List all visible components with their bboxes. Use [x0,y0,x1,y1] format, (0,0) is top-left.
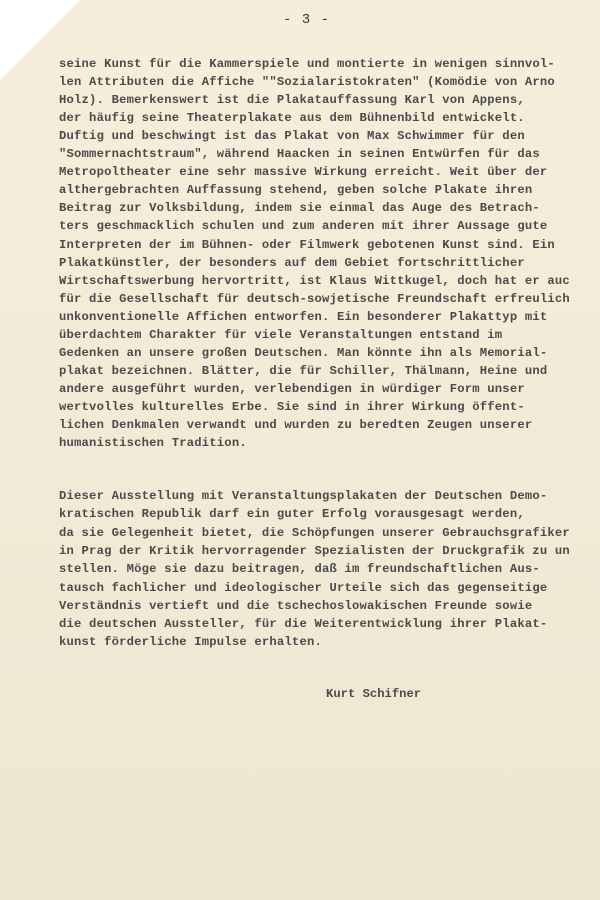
text-line: seine Kunst für die Kammerspiele und montierte in wenigen sinnvol- [59,57,555,71]
text-line: unkonventionelle Affichen entworfen. Ein besonderer Plakattyp mit [59,309,548,324]
text-line: andere ausgeführt wurden, verlebendigen in würdiger Form unser [59,381,525,396]
text-line: althergebrachten Auffassung stehend, geben solche Plakate ihren [59,183,533,198]
text-line: Holz). Bemerkenswert ist die Plakatauffassung Karl von Appens, [59,93,525,108]
text-line: ters geschmacklich schulen und zum anderen mit ihrer Aussage gute [59,219,548,234]
text-line: für die Gesellschaft für deutsch-sowjetische Freundschaft erfreulich [59,291,570,306]
text-line: humanistischen Tradition. [59,436,247,451]
text-line: Wirtschaftswerbung hervortritt, ist Klaus Wittkugel, doch hat er auc [59,273,570,288]
text-line: tausch fachlicher und ideologischer Urteile sich das gegenseitige [59,580,548,595]
text-line: wertvolles kulturelles Erbe. Sie sind in ihrer Wirkung öffent- [59,399,525,414]
text-line: da sie Gelegenheit bietet, die Schöpfungen unserer Gebrauchsgrafiker [59,525,570,540]
text-line: Metropoltheater eine sehr massive Wirkung erreicht. Weit über der [59,165,548,180]
text-line: Duftig und beschwingt ist das Plakat von Max Schwimmer für den [59,129,525,144]
text-line: die deutschen Aussteller, für die Weiterentwicklung ihrer Plakat- [59,617,548,632]
text-line: lichen Denkmalen verwandt und wurden zu beredten Zeugen unserer [59,418,533,432]
text-line: "Sommernachtstraum", während Haacken in seinen Entwürfen für das [59,147,540,162]
text-line: überdachtem Charakter für viele Veranstaltungen entstand im [59,327,503,342]
text-line: len Attributen die Affiche ""Sozialaristokraten" (Komödie von Arno [59,75,555,90]
text-line: Beitrag zur Volksbildung, indem sie einmal das Auge des Betrach- [59,201,540,216]
text-line: stellen. Möge sie dazu beitragen, daß im freundschaftlichen Aus- [59,562,540,577]
text-line: in Prag der Kritik hervorragender Spezialisten der Druckgrafik zu un [59,543,570,558]
text-line: Gedenken an unsere großen Deutschen. Man könnte ihn als Memorial- [59,345,548,360]
signature: Kurt Schifner [326,687,422,701]
text-line: der häufig seine Theaterplakate aus dem Bühnenbild entwickelt. [59,111,525,126]
text-line: kunst förderliche Impulse erhalten. [59,635,322,650]
text-line: plakat bezeichnen. Blätter, die für Schiller, Thälmann, Heine und [59,363,548,378]
text-line: Verständnis vertieft und die tschechoslowakischen Freunde sowie [59,598,533,613]
text-line: kratischen Republik darf ein guter Erfolg vorausgesagt werden, [59,507,525,522]
text-line: Plakatkünstler, der besonders auf dem Gebiet fortschrittlicher [59,255,525,270]
page-number: - 3 - [283,12,331,28]
text-line: Interpreten der im Bühnen- oder Filmwerk gebotenen Kunst sind. Ein [59,237,555,252]
text-line: Dieser Ausstellung mit Veranstaltungsplakaten der Deutschen Demo- [59,489,548,503]
